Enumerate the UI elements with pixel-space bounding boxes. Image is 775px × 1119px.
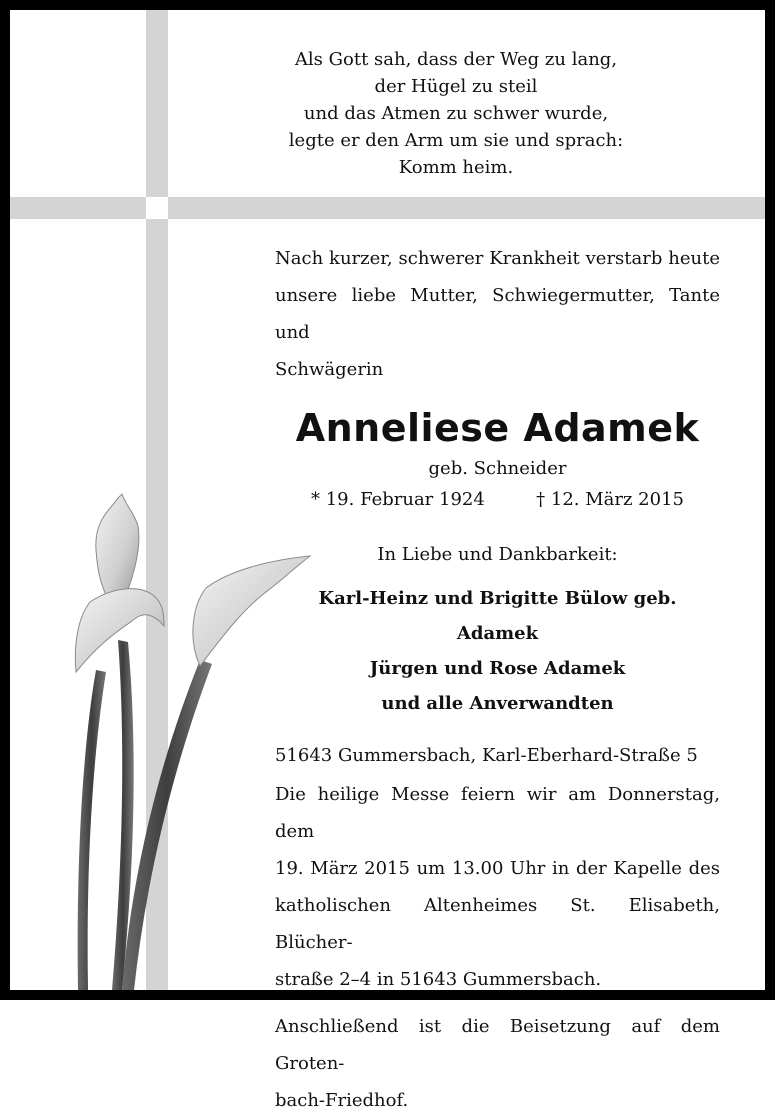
burial-announcement [275,1008,720,1119]
death-date: † 12. März 2015 [536,489,684,510]
intro-line: Schwägerin [275,359,384,380]
poem-line: der Hügel zu steil [374,76,538,97]
deceased-name: Anneliese Adamek [295,406,700,450]
lily-flower-top [96,494,139,600]
family-line: Karl-Heinz und Brigitte Bülow geb. Adamek [318,588,677,644]
mass-line: 19. März 2015 um 13.00 Uhr in der Kapelle des [275,858,720,879]
burial-line: Anschließend ist die Beisetzung auf dem Groten- [275,1016,720,1074]
intro-text [275,240,720,388]
poem-line: Komm heim. [398,157,514,178]
lily-stem-right [122,660,212,990]
cross-center [146,197,168,219]
poem-line: und das Atmen zu schwer wurde, [303,103,609,124]
mass-announcement [275,776,720,998]
intro-line: Nach kurzer, schwerer Krankheit verstarb heute [275,248,720,269]
cross-horizontal-beam [10,197,765,219]
maiden-name: geb. Schneider [428,458,567,479]
intro-line: unsere liebe Mutter, Schwiegermutter, Tante und [275,285,720,343]
address: 51643 Gummersbach, Karl-Eberhard-Straße 5 [275,745,698,766]
burial-line: bach-Friedhof. [275,1090,409,1111]
family-line: Jürgen und Rose Adamek [369,658,626,679]
poem [246,46,666,181]
mass-line: straße 2–4 in 51643 Gummersbach. [275,969,602,990]
mass-line: katholischen Altenheimes St. Elisabeth, Blücher- [275,895,720,953]
poem-line: legte er den Arm um sie und sprach: [288,130,624,151]
lily-stem-left [78,670,106,990]
birth-date: * 19. Februar 1924 [311,489,485,510]
family-names [275,581,720,721]
poem-line: Als Gott sah, dass der Weg zu lang, [294,49,618,70]
mass-line: Die heilige Messe feiern wir am Donnerstag, dem [275,784,720,842]
life-dates [275,489,720,510]
love-line: In Liebe und Dankbarkeit: [377,544,618,565]
family-line: und alle Anverwandten [381,693,614,714]
obituary-body [275,240,720,1119]
